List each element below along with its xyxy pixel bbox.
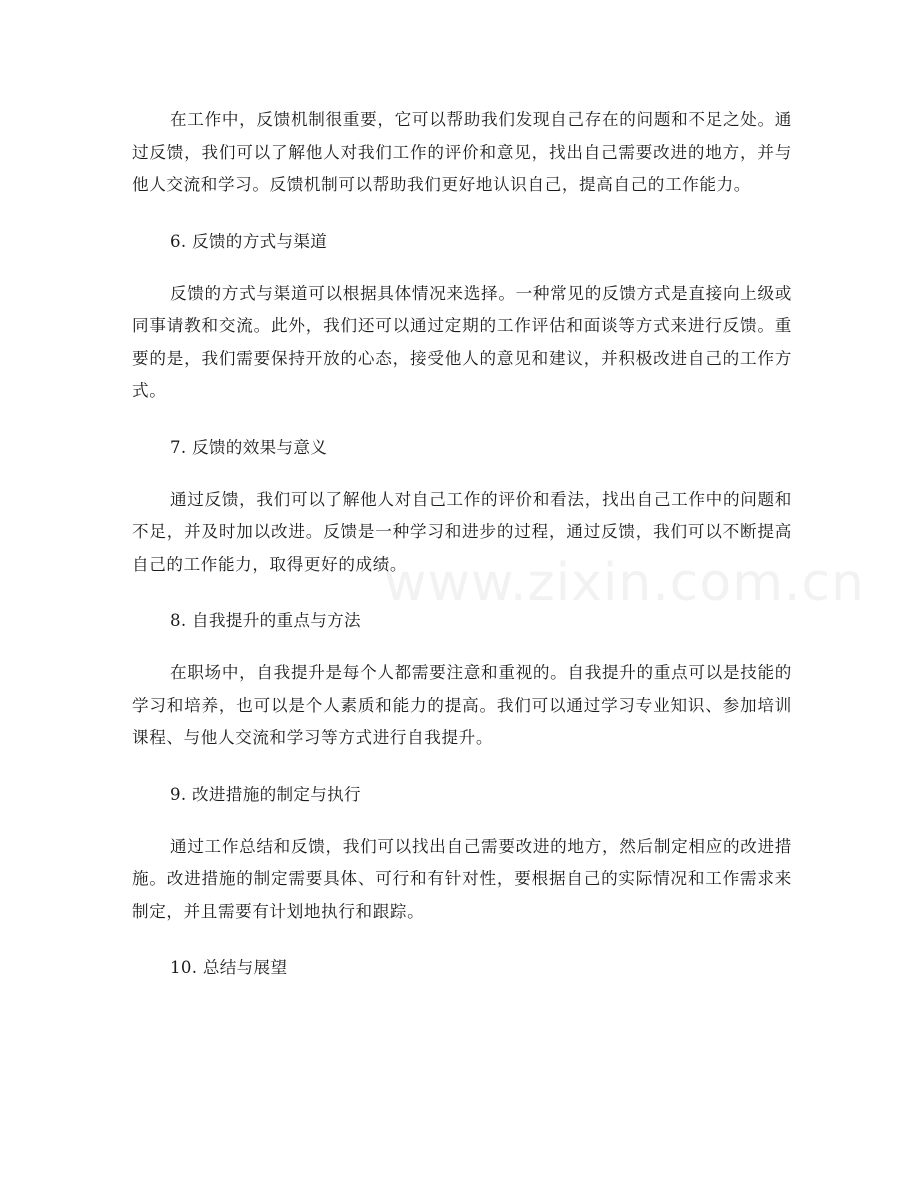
paragraph-section-9: 通过工作总结和反馈，我们可以找出自己需要改进的地方，然后制定相应的改进措施。改进措施的制定需要具体、可行和有针对性，要根据自己的实际情况和工作需求来制定，并且需要有计划地执行和跟踪。	[132, 836, 792, 921]
document-body	[132, 104, 792, 984]
paragraph-section-6: 反馈的方式与渠道可以根据具体情况来选择。一种常见的反馈方式是直接向上级或同事请教和交流。此外，我们还可以通过定期的工作评估和面谈等方式来进行反馈。重要的是，我们需要保持开放的心态，接受他人的意见和建议，并积极改进自己的工作方式。	[132, 283, 792, 400]
paragraph-section-7: 通过反馈，我们可以了解他人对自己工作的评价和看法，找出自己工作中的问题和不足，并及时加以改进。反馈是一种学习和进步的过程，通过反馈，我们可以不断提高自己的工作能力，取得更好的成绩。	[132, 489, 792, 574]
heading-section-7: 7. 反馈的效果与意义	[170, 437, 328, 457]
heading-section-6: 6. 反馈的方式与渠道	[170, 231, 328, 251]
heading-section-10: 10. 总结与展望	[170, 958, 288, 977]
paragraph-feedback-intro: 在工作中，反馈机制很重要，它可以帮助我们发现自己存在的问题和不足之处。通过反馈，我们可以了解他人对我们工作的评价和意见，找出自己需要改进的地方，并与他人交流和学习。反馈机制可以帮助我们更好地认识自己，提高自己的工作能力。	[132, 110, 792, 194]
paragraph-section-8: 在职场中，自我提升是每个人都需要注意和重视的。自我提升的重点可以是技能的学习和培养，也可以是个人素质和能力的提高。我们可以通过学习专业知识、参加培训课程、与他人交流和学习等方式进行自我提升。	[132, 663, 792, 747]
heading-section-9: 9. 改进措施的制定与执行	[170, 784, 361, 804]
watermark-text: www.zixin.com.cn	[384, 553, 865, 613]
heading-section-8: 8. 自我提升的重点与方法	[170, 611, 361, 630]
